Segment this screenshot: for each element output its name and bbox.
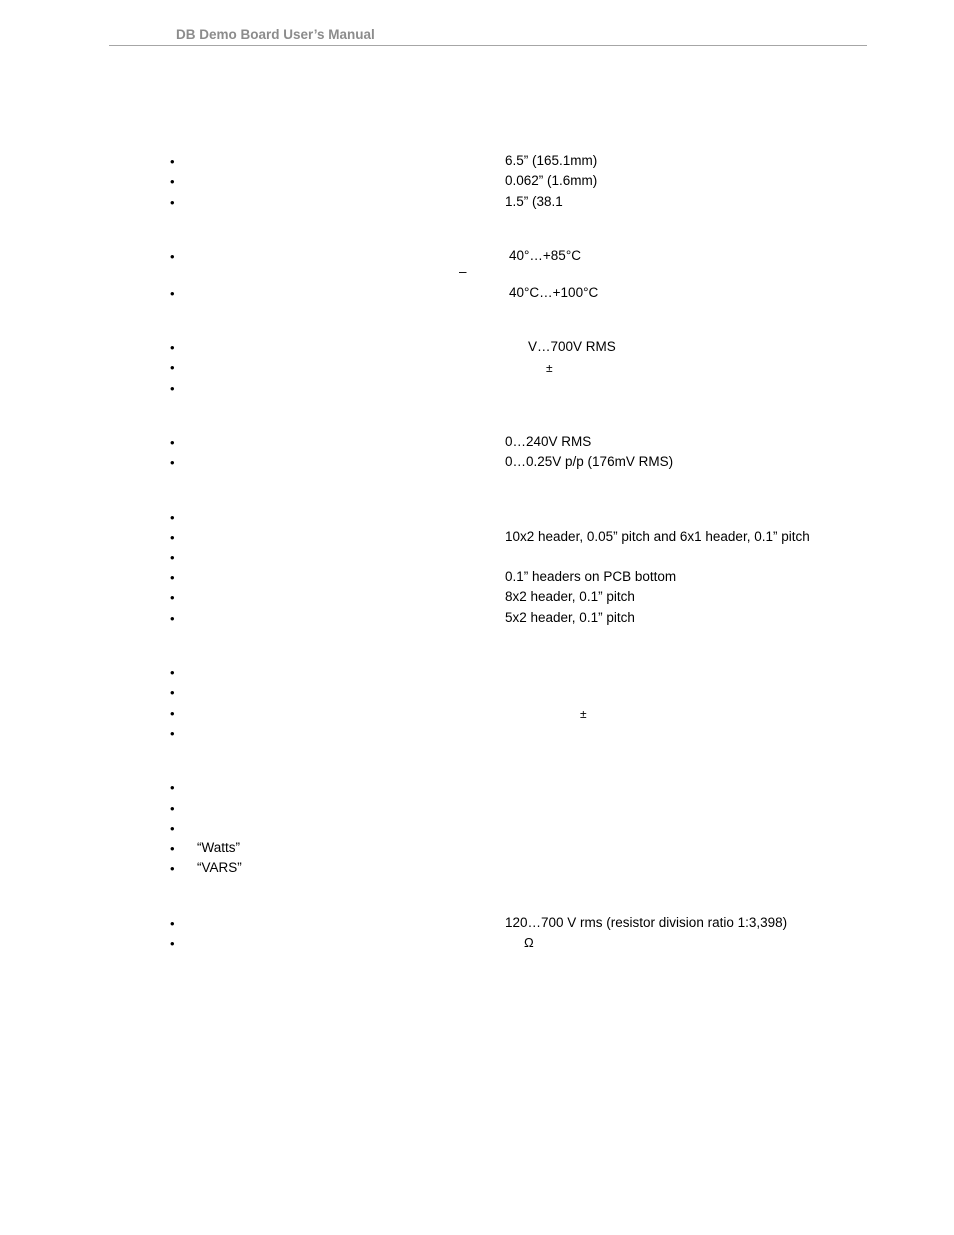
bullet: •: [170, 249, 175, 264]
bullet: •: [170, 590, 175, 605]
bullet: •: [170, 455, 175, 470]
bullet: •: [170, 706, 175, 721]
ohm-symbol: Ω: [524, 935, 534, 950]
bullet: •: [170, 381, 175, 396]
spec-value: 8x2 header, 0.1” pitch: [505, 589, 635, 604]
bullet: •: [170, 435, 175, 450]
spec-value: 0…240V RMS: [505, 434, 592, 449]
bullet: •: [170, 550, 175, 565]
bullet: •: [170, 780, 175, 795]
minus-sign: –: [459, 264, 467, 279]
spec-value: V…700V RMS: [528, 339, 616, 354]
spec-value: 0.062” (1.6mm): [505, 173, 598, 188]
page-header-title: DB Demo Board User’s Manual: [176, 27, 375, 42]
bullet: •: [170, 286, 175, 301]
bullet: •: [170, 936, 175, 951]
spec-value: 120…700 V rms (resistor division ratio 1:3,398): [505, 915, 788, 930]
bullet: •: [170, 726, 175, 741]
spec-value: 10x2 header, 0.05” pitch and 6x1 header, 0.1” pitch: [505, 529, 810, 544]
bullet: •: [170, 841, 175, 856]
bullet: •: [170, 861, 175, 876]
bullet: •: [170, 685, 175, 700]
label-vars: “VARS”: [197, 860, 242, 875]
plus-minus-symbol: ±: [546, 361, 553, 375]
bullet: •: [170, 195, 175, 210]
bullet: •: [170, 801, 175, 816]
spec-value: 6.5” (165.1mm): [505, 153, 598, 168]
bullet: •: [170, 916, 175, 931]
bullet: •: [170, 665, 175, 680]
label-watts: “Watts”: [197, 840, 240, 855]
bullet: •: [170, 530, 175, 545]
header-divider: [109, 45, 867, 46]
spec-value: 40°…+85°C: [509, 248, 581, 263]
spec-value: 0…0.25V p/p (176mV RMS): [505, 454, 674, 469]
bullet: •: [170, 510, 175, 525]
bullet: •: [170, 570, 175, 585]
bullet: •: [170, 154, 175, 169]
spec-value: 5x2 header, 0.1” pitch: [505, 610, 635, 625]
bullet: •: [170, 360, 175, 375]
spec-value: 0.1” headers on PCB bottom: [505, 569, 677, 584]
bullet: •: [170, 611, 175, 626]
bullet: •: [170, 174, 175, 189]
spec-value: 1.5” (38.1: [505, 194, 563, 209]
plus-minus-symbol: ±: [580, 707, 587, 721]
spec-value: 40°C…+100°C: [509, 285, 599, 300]
bullet: •: [170, 340, 175, 355]
bullet: •: [170, 821, 175, 836]
